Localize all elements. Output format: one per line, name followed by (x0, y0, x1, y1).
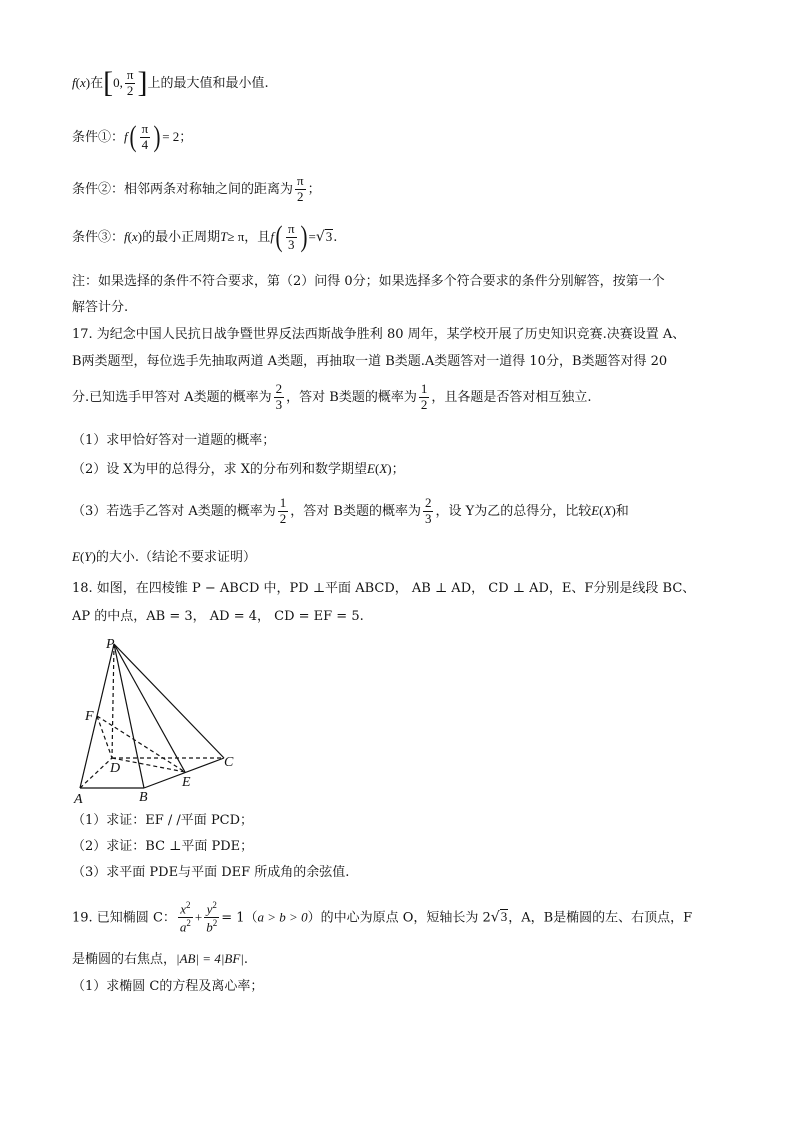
q18-part-2: （2）求证：BC ⊥平面 PDE； (72, 839, 254, 854)
q19-line-1: 19. 已知椭圆 C： $\frac{x^2}{a^2}$ + $\frac{y^2}{b^2}$ = 1（a > b > 0）的中心为原点 O，短轴长为 2√3，A，B是椭圆的左、右顶点，F (72, 900, 693, 935)
pyramid-figure (72, 636, 242, 806)
fraction-pi-over-2: $\frac{\pi}{2}$ (297, 173, 304, 204)
q19-part-1: （1）求椭圆 C的方程及离心率； (72, 979, 264, 994)
q17-line-3: 分.已知选手甲答对 A类题的概率为 $\frac{2}{3}$ ，答对 B类题的概率为 $\frac{1}{2}$ ，且各题是否答对相互独立. (72, 381, 592, 412)
fraction-2-3: $\frac{2}{3}$ (424, 495, 432, 526)
q19-line-2: 是椭圆的右焦点，|AB| = 4|BF|. (72, 951, 248, 967)
edge-FD (97, 716, 112, 758)
q18-line-1: 18. 如图，在四棱锥 P − ABCD 中，PD ⊥平面 ABCD， AB ⊥ AD， CD ⊥ AD，E、F分别是线段 BC、 (72, 581, 696, 596)
condition-1: 条件①：f( $\frac{\pi}{4}$ ) = 2； (72, 120, 193, 154)
label-E: E (182, 775, 191, 790)
intro-line: f(x)在[0, $\frac{\pi}{2}$ ]上的最大值和最小值. (72, 66, 269, 100)
label-A: A (74, 792, 83, 806)
q17-part-3-cont: E(Y)的大小.（结论不要求证明） (72, 549, 257, 565)
edge-AD (80, 758, 112, 788)
q17-line-1: 17. 为纪念中国人民抗日战争暨世界反法西斯战争胜利 80 周年，某学校开展了历史知识竞赛.决赛设置 A、 (72, 327, 686, 342)
edge-PE (114, 644, 185, 772)
fraction-pi-over-4: $\frac{\pi}{4}$ (141, 121, 149, 152)
label-C: C (224, 755, 234, 770)
q18-part-1: （1）求证：EF / /平面 PCD； (72, 813, 254, 828)
fraction-y2-b2: $\frac{y^2}{b^2}$ (206, 900, 218, 935)
q17-part-1: （1）求甲恰好答对一道题的概率； (72, 433, 276, 448)
note-line-1: 注：如果选择的条件不符合要求，第（2）问得 0分；如果选择多个符合要求的条件分别解答，按第一个 (72, 274, 665, 289)
q18-line-2: AP 的中点，AB = 3， AD = 4， CD = EF = 5. (72, 609, 364, 624)
q17-part-2: （2）设 X为甲的总得分，求 X的分布列和数学期望E(X)； (72, 461, 405, 477)
label-D: D (110, 761, 121, 776)
fraction-1-2: $\frac{1}{2}$ (420, 381, 428, 412)
condition-3: 条件③：f(x)的最小正周期T≥ π，且f( $\frac{\pi}{3}$ ) =√3. (72, 220, 338, 254)
edge-PC (114, 644, 224, 758)
edge-PD (112, 644, 114, 758)
q18-part-3: （3）求平面 PDE与平面 DEF 所成角的余弦值. (72, 865, 350, 880)
sqrt-sign: √ (490, 909, 500, 926)
q17-part-3: （3）若选手乙答对 A类题的概率为 $\frac{1}{2}$ ，答对 B类题的概率为 $\frac{2}{3}$ ，设 Y为乙的总得分，比较E(X)和 (72, 495, 629, 526)
q17-line-2: B两类题型，每位选手先抽取两道 A类题，再抽取一道 B类题.A类题答对一道得 10分，B类题答对得 20 (72, 354, 668, 369)
fraction-pi-over-2: $\frac{\pi}{2}$ (126, 67, 134, 98)
label-B: B (139, 790, 148, 805)
condition-2: 条件②：相邻两条对称轴之间的距离为 $\frac{\pi}{2}$ ； (72, 173, 321, 204)
fraction-2-3: $\frac{2}{3}$ (275, 381, 283, 412)
fraction-pi-over-3: $\frac{\pi}{3}$ (287, 221, 295, 252)
label-P: P (106, 637, 115, 652)
note-line-2: 解答计分. (72, 300, 129, 315)
fraction-x2-a2: $\frac{x^2}{a^2}$ (179, 900, 191, 935)
func-f: f (72, 74, 76, 90)
sqrt-sign: √ (315, 228, 325, 245)
label-F: F (85, 709, 94, 724)
fraction-1-2: $\frac{1}{2}$ (279, 495, 287, 526)
